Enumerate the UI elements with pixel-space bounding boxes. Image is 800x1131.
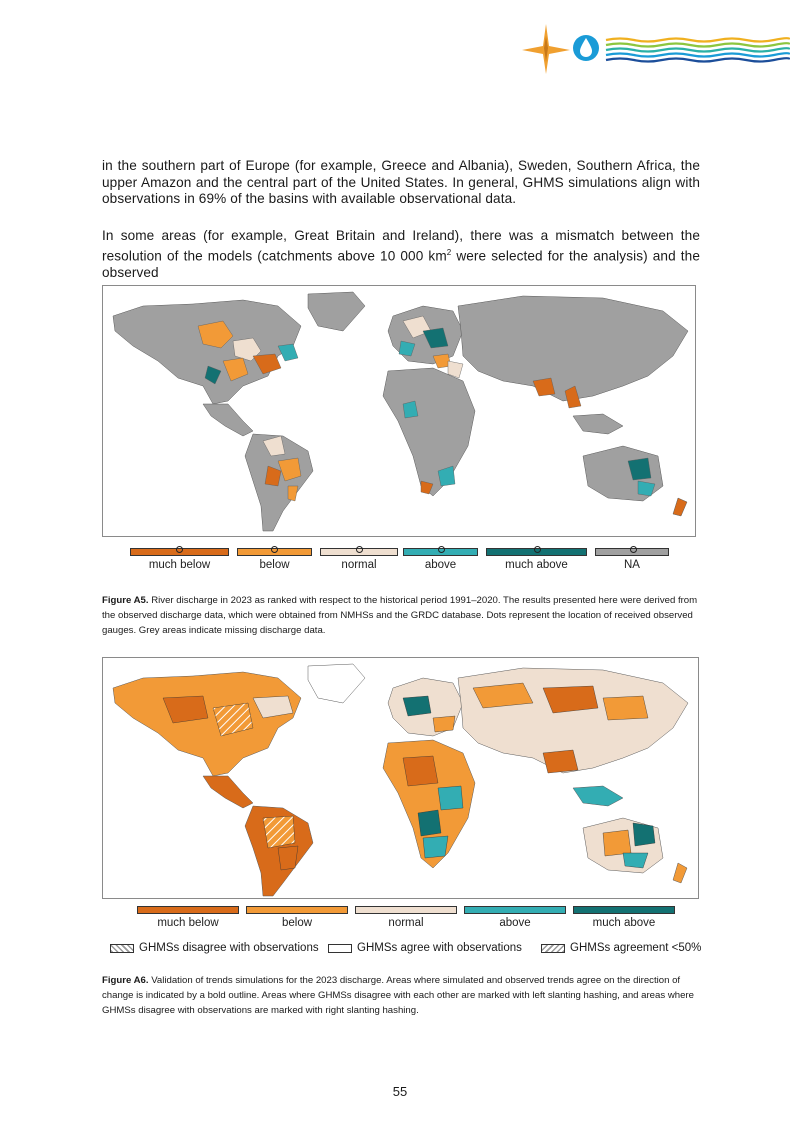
- world-map-discharge-observed: [103, 286, 695, 536]
- legend-label: normal: [388, 917, 424, 929]
- caption-label: Figure A6.: [102, 975, 149, 986]
- legend-label: below: [281, 917, 313, 929]
- caption-text: River discharge in 2023 as ranked with respect to the historical period 1991–2020. The results presented here were derived from the observed discharge data, which were obtained from NMHSs and the GRDC database. Dots represent the location of received observed gauges. Grey areas indicate missing discharge data.: [102, 595, 698, 636]
- legend-swatch: [355, 906, 457, 914]
- figure-a6-map: [102, 657, 699, 899]
- body-paragraph-1: in the southern part of Europe (for example, Greece and Albania), Sweden, Southern Africa, the upper Amazon and the central part of the United States. In general, GHMS simulations align with observations in 69% of the basins with available observational data.: [102, 158, 700, 206]
- legend-label: above: [424, 559, 457, 571]
- legend-swatch: [573, 906, 675, 914]
- wave-lines-icon: [606, 38, 790, 61]
- paragraph-2-text: In some areas (for example, Great Britain and Ireland), there was a mismatch between the resolution of the models (catchments above 10 000 km: [102, 228, 700, 264]
- gauge-dot-icon: [356, 546, 363, 553]
- hatch-legend-label: GHMSs agreement <50%: [570, 942, 702, 954]
- caption-label: Figure A5.: [102, 595, 149, 606]
- legend-label: much above: [505, 559, 568, 571]
- hatch-legend-agree-obs: [328, 942, 522, 954]
- legend-label: much below: [148, 559, 211, 571]
- legend-label: below: [259, 559, 290, 571]
- left-hatch-icon: [541, 944, 565, 953]
- star-icon: [522, 24, 570, 74]
- gauge-dot-icon: [176, 546, 183, 553]
- hatch-legend-label: GHMSs disagree with observations: [139, 942, 319, 954]
- figure-a5-map: [102, 285, 696, 537]
- legend-much-above: [573, 906, 675, 929]
- legend-swatch: [137, 906, 239, 914]
- gauge-dot-icon: [438, 546, 445, 553]
- legend-label: much above: [592, 917, 656, 929]
- legend-above: [464, 906, 566, 929]
- legend-below: [246, 906, 348, 929]
- water-drop-icon: [573, 35, 599, 61]
- superscript: 2: [446, 247, 452, 257]
- legend-label: above: [499, 917, 531, 929]
- figure-a5-caption: [102, 593, 700, 638]
- gauge-dot-icon: [630, 546, 637, 553]
- gauge-dot-icon: [271, 546, 278, 553]
- legend-label: NA: [624, 559, 640, 571]
- page-number: 55: [392, 1084, 408, 1099]
- figure-a6-caption: [102, 973, 700, 1018]
- gauge-dot-icon: [534, 546, 541, 553]
- report-logo: [520, 22, 790, 78]
- hatch-legend-agreement-low: [541, 942, 701, 954]
- legend-swatch: [246, 906, 348, 914]
- outline-box-icon: [328, 944, 352, 953]
- right-hatch-icon: [110, 944, 134, 953]
- legend-label: much below: [157, 917, 219, 929]
- paragraph-2-tail: were selected for the analysis) and the observed: [102, 248, 700, 280]
- hatch-legend-label: GHMSs agree with observations: [357, 942, 522, 954]
- legend-much-below: [137, 906, 239, 929]
- body-paragraph-2: [102, 228, 700, 281]
- legend-normal: [355, 906, 457, 929]
- caption-text: Validation of trends simulations for the 2023 discharge. Areas where simulated and observed trends agree on the direction of change is indicated by a bold outline. Areas where GHMSs disagree with each other are marked with left slanting hashing, and areas where GHMSs disagree with observations are marked with right slanting hashing.: [102, 975, 694, 1016]
- world-map-trend-validation: [103, 658, 698, 898]
- hatch-legend-disagree-obs: [110, 942, 319, 954]
- legend-swatch: [464, 906, 566, 914]
- legend-label: normal: [341, 559, 377, 571]
